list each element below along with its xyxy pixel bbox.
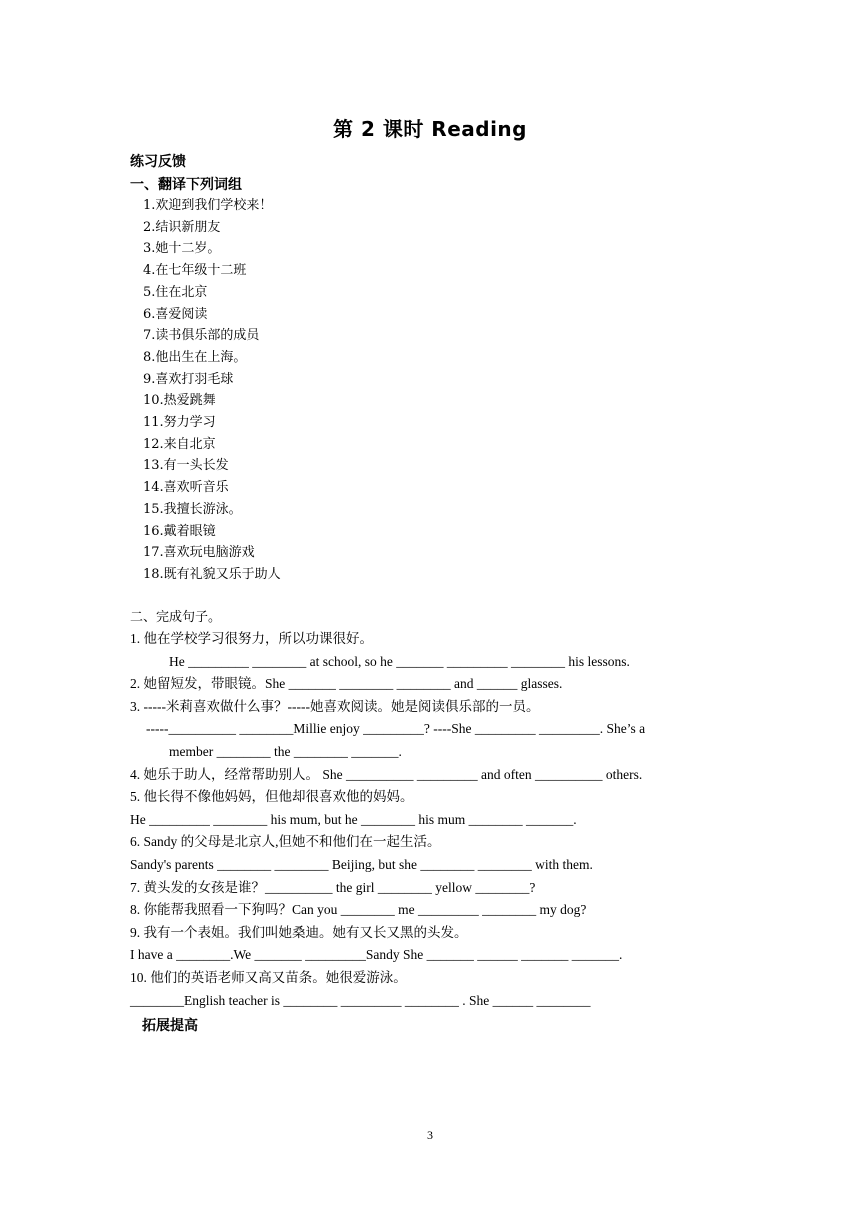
phrase-item: 14.喜欢听音乐 <box>143 480 229 496</box>
phrase-item: 6.喜爱阅读 <box>143 306 208 322</box>
extension-heading: 拓展提高 <box>142 1018 198 1034</box>
phrase-item: 5.住在北京 <box>143 284 208 300</box>
sentence-line: He _________ ________ at school, so he _______ _________ ________ his lessons. <box>169 653 630 669</box>
sentence-line: Sandy's parents ________ ________ Beijing, but she ________ ________ with them. <box>130 857 593 872</box>
sentence-line: 2. 她留短发，带眼镜。She _______ ________ ________ and ______ glasses. <box>130 676 563 692</box>
phrase-item: 8.他出生在上海。 <box>143 349 247 365</box>
phrase-item: 15.我擅长游泳。 <box>143 501 242 517</box>
sentence-line: He _________ ________ his mum, but he ________ his mum ________ _______. <box>130 811 577 827</box>
sentence-line: 4. 她乐于助人，经常帮助别人。 She __________ _________ and often __________ others. <box>130 766 643 782</box>
sentence-line: 8. 你能帮我照看一下狗吗？Can you ________ me _________ ________ my dog? <box>130 902 587 918</box>
sentence-line: ________English teacher is ________ _________ ________ . She ______ ________ <box>130 992 591 1008</box>
phrase-item: 12.来自北京 <box>143 436 216 452</box>
sentence-line: 10. 他们的英语老师又高又苗条。她很爱游泳。 <box>130 970 407 985</box>
phrase-item: 1.欢迎到我们学校来！ <box>143 198 273 213</box>
sentence-line: 7. 黄头发的女孩是谁？__________ the girl ________ yellow ________? <box>130 879 536 895</box>
sentence-line: 3. -----米莉喜欢做什么事？-----她喜欢阅读。她是阅读俱乐部的一员。 <box>130 698 540 714</box>
sentence-line: 1. 他在学校学习很努力，所以功课很好。 <box>130 631 373 646</box>
phrase-item: 13.有一头长发 <box>143 458 229 474</box>
phrase-item: 9.喜欢打羽毛球 <box>143 371 234 387</box>
sentence-line: member ________ the ________ _______. <box>169 744 402 759</box>
practice-heading: 练习反馈 <box>130 154 186 170</box>
sentence-line: 6. Sandy 的父母是北京人,但她不和他们在一起生活。 <box>130 834 441 850</box>
section2-heading: 二、完成句子。 <box>130 610 222 625</box>
phrase-item: 3.她十二岁。 <box>143 241 221 257</box>
phrase-item: 4.在七年级十二班 <box>143 263 247 279</box>
sentence-line: -----__________ ________Millie enjoy _________? ----She _________ _________. She’s a <box>146 721 646 737</box>
page-number: 3 <box>427 1128 433 1142</box>
phrase-item: 18.既有礼貌又乐于助人 <box>143 566 281 582</box>
phrase-item: 10.热爱跳舞 <box>143 393 216 409</box>
phrase-item: 2.结识新朋友 <box>143 219 221 235</box>
phrase-item: 17.喜欢玩电脑游戏 <box>143 545 255 561</box>
sentence-line: I have a ________.We _______ _________Sandy She _______ ______ _______ _______. <box>130 947 623 963</box>
phrase-item: 7.读书俱乐部的成员 <box>143 328 260 344</box>
sentence-line: 9. 我有一个表姐。我们叫她桑迪。她有又长又黑的头发。 <box>130 924 468 940</box>
phrase-item: 11.努力学习 <box>143 415 216 430</box>
page-title: 第 2 课时 Reading <box>333 117 527 141</box>
section1-heading: 一、翻译下列词组 <box>130 177 242 193</box>
sentence-line: 5. 他长得不像他妈妈，但他却很喜欢他的妈妈。 <box>130 789 414 805</box>
phrase-item: 16.戴着眼镜 <box>143 523 216 539</box>
